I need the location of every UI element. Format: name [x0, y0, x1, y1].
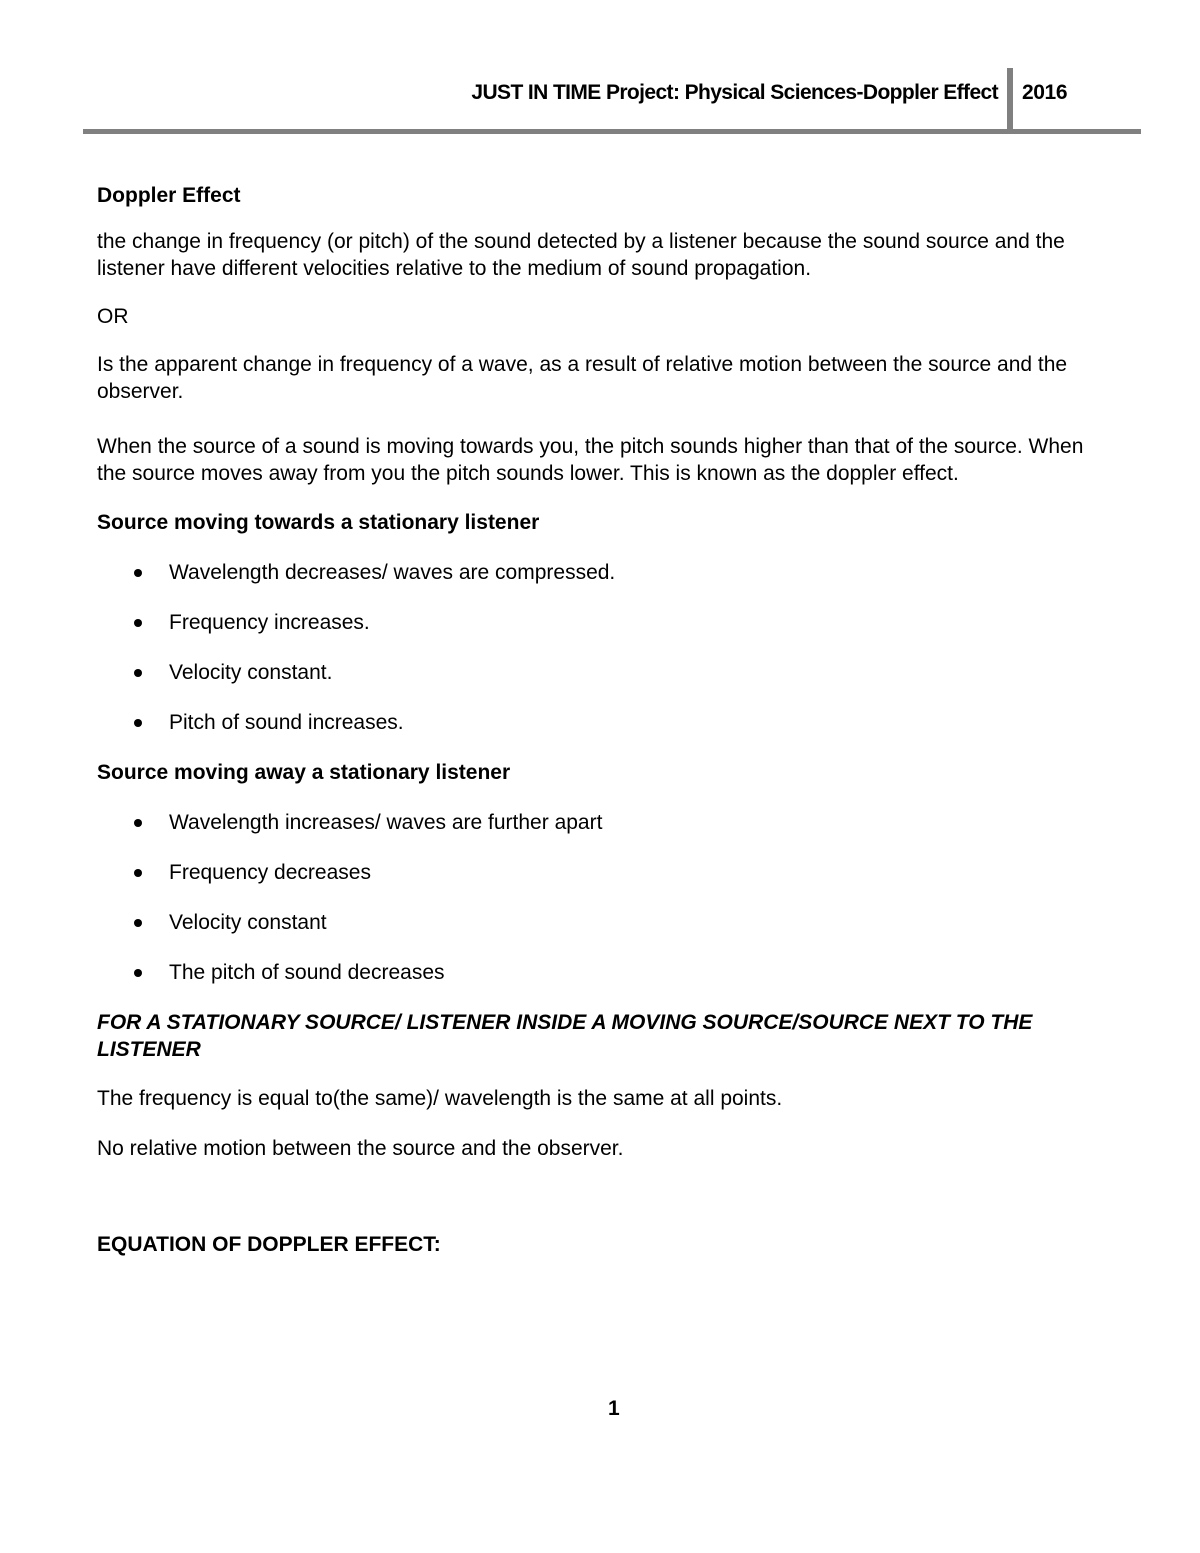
equation-heading: EQUATION OF DOPPLER EFFECT: [97, 1233, 441, 1256]
list-item [97, 609, 1117, 636]
page-number: 1 [608, 1397, 620, 1420]
away-list [97, 809, 1117, 986]
bullet-icon [134, 969, 142, 977]
towards-heading: Source moving towards a stationary listener [97, 511, 540, 534]
bullet-icon [134, 919, 142, 927]
list-item [97, 809, 1117, 836]
bullet-icon [134, 669, 142, 677]
list-item [97, 859, 1117, 886]
bullet-icon [134, 869, 142, 877]
list-item-text: Pitch of sound increases. [169, 711, 404, 734]
list-item [97, 959, 1117, 986]
stationary-heading: FOR A STATIONARY SOURCE/ LISTENER INSIDE A MOVING SOURCE/SOURCE NEXT TO THE LISTENER [97, 1011, 1033, 1061]
header-divider [1007, 68, 1013, 130]
list-item [97, 909, 1117, 936]
document-body [97, 182, 1117, 1258]
stationary-line-1: The frequency is equal to(the same)/ wavelength is the same at all points. [97, 1087, 783, 1110]
list-item-text: Wavelength decreases/ waves are compressed. [169, 561, 616, 584]
explanation-paragraph: When the source of a sound is moving towards you, the pitch sounds higher than that of the source. When the source moves away from you the pitch sounds lower. This is known as the doppler effect. [97, 435, 1084, 485]
or-separator: OR [97, 305, 129, 328]
list-item [97, 659, 1117, 686]
header-year: 2016 [1022, 81, 1068, 104]
list-item-text: Frequency increases. [169, 611, 370, 634]
list-item-text: Velocity constant [169, 911, 327, 934]
header-rule [83, 129, 1141, 134]
list-item-text: Frequency decreases [169, 861, 371, 884]
bullet-icon [134, 819, 142, 827]
header-title: JUST IN TIME Project: Physical Sciences-Doppler Effect [471, 81, 998, 104]
list-item-text: Wavelength increases/ waves are further apart [169, 811, 603, 834]
list-item-text: Velocity constant. [169, 661, 333, 684]
list-item [97, 559, 1117, 586]
bullet-icon [134, 569, 142, 577]
stationary-line-2: No relative motion between the source and the observer. [97, 1137, 624, 1160]
doc-heading: Doppler Effect [97, 184, 241, 207]
towards-list [97, 559, 1117, 736]
list-item-text: The pitch of sound decreases [169, 961, 445, 984]
definition-paragraph-1: the change in frequency (or pitch) of the sound detected by a listener because the sound source and the listener have different velocities relative to the medium of sound propagation. [97, 230, 1065, 280]
bullet-icon [134, 719, 142, 727]
bullet-icon [134, 619, 142, 627]
list-item [97, 709, 1117, 736]
away-heading: Source moving away a stationary listener [97, 761, 511, 784]
definition-paragraph-2: Is the apparent change in frequency of a wave, as a result of relative motion between the source and the observer. [97, 353, 1068, 403]
